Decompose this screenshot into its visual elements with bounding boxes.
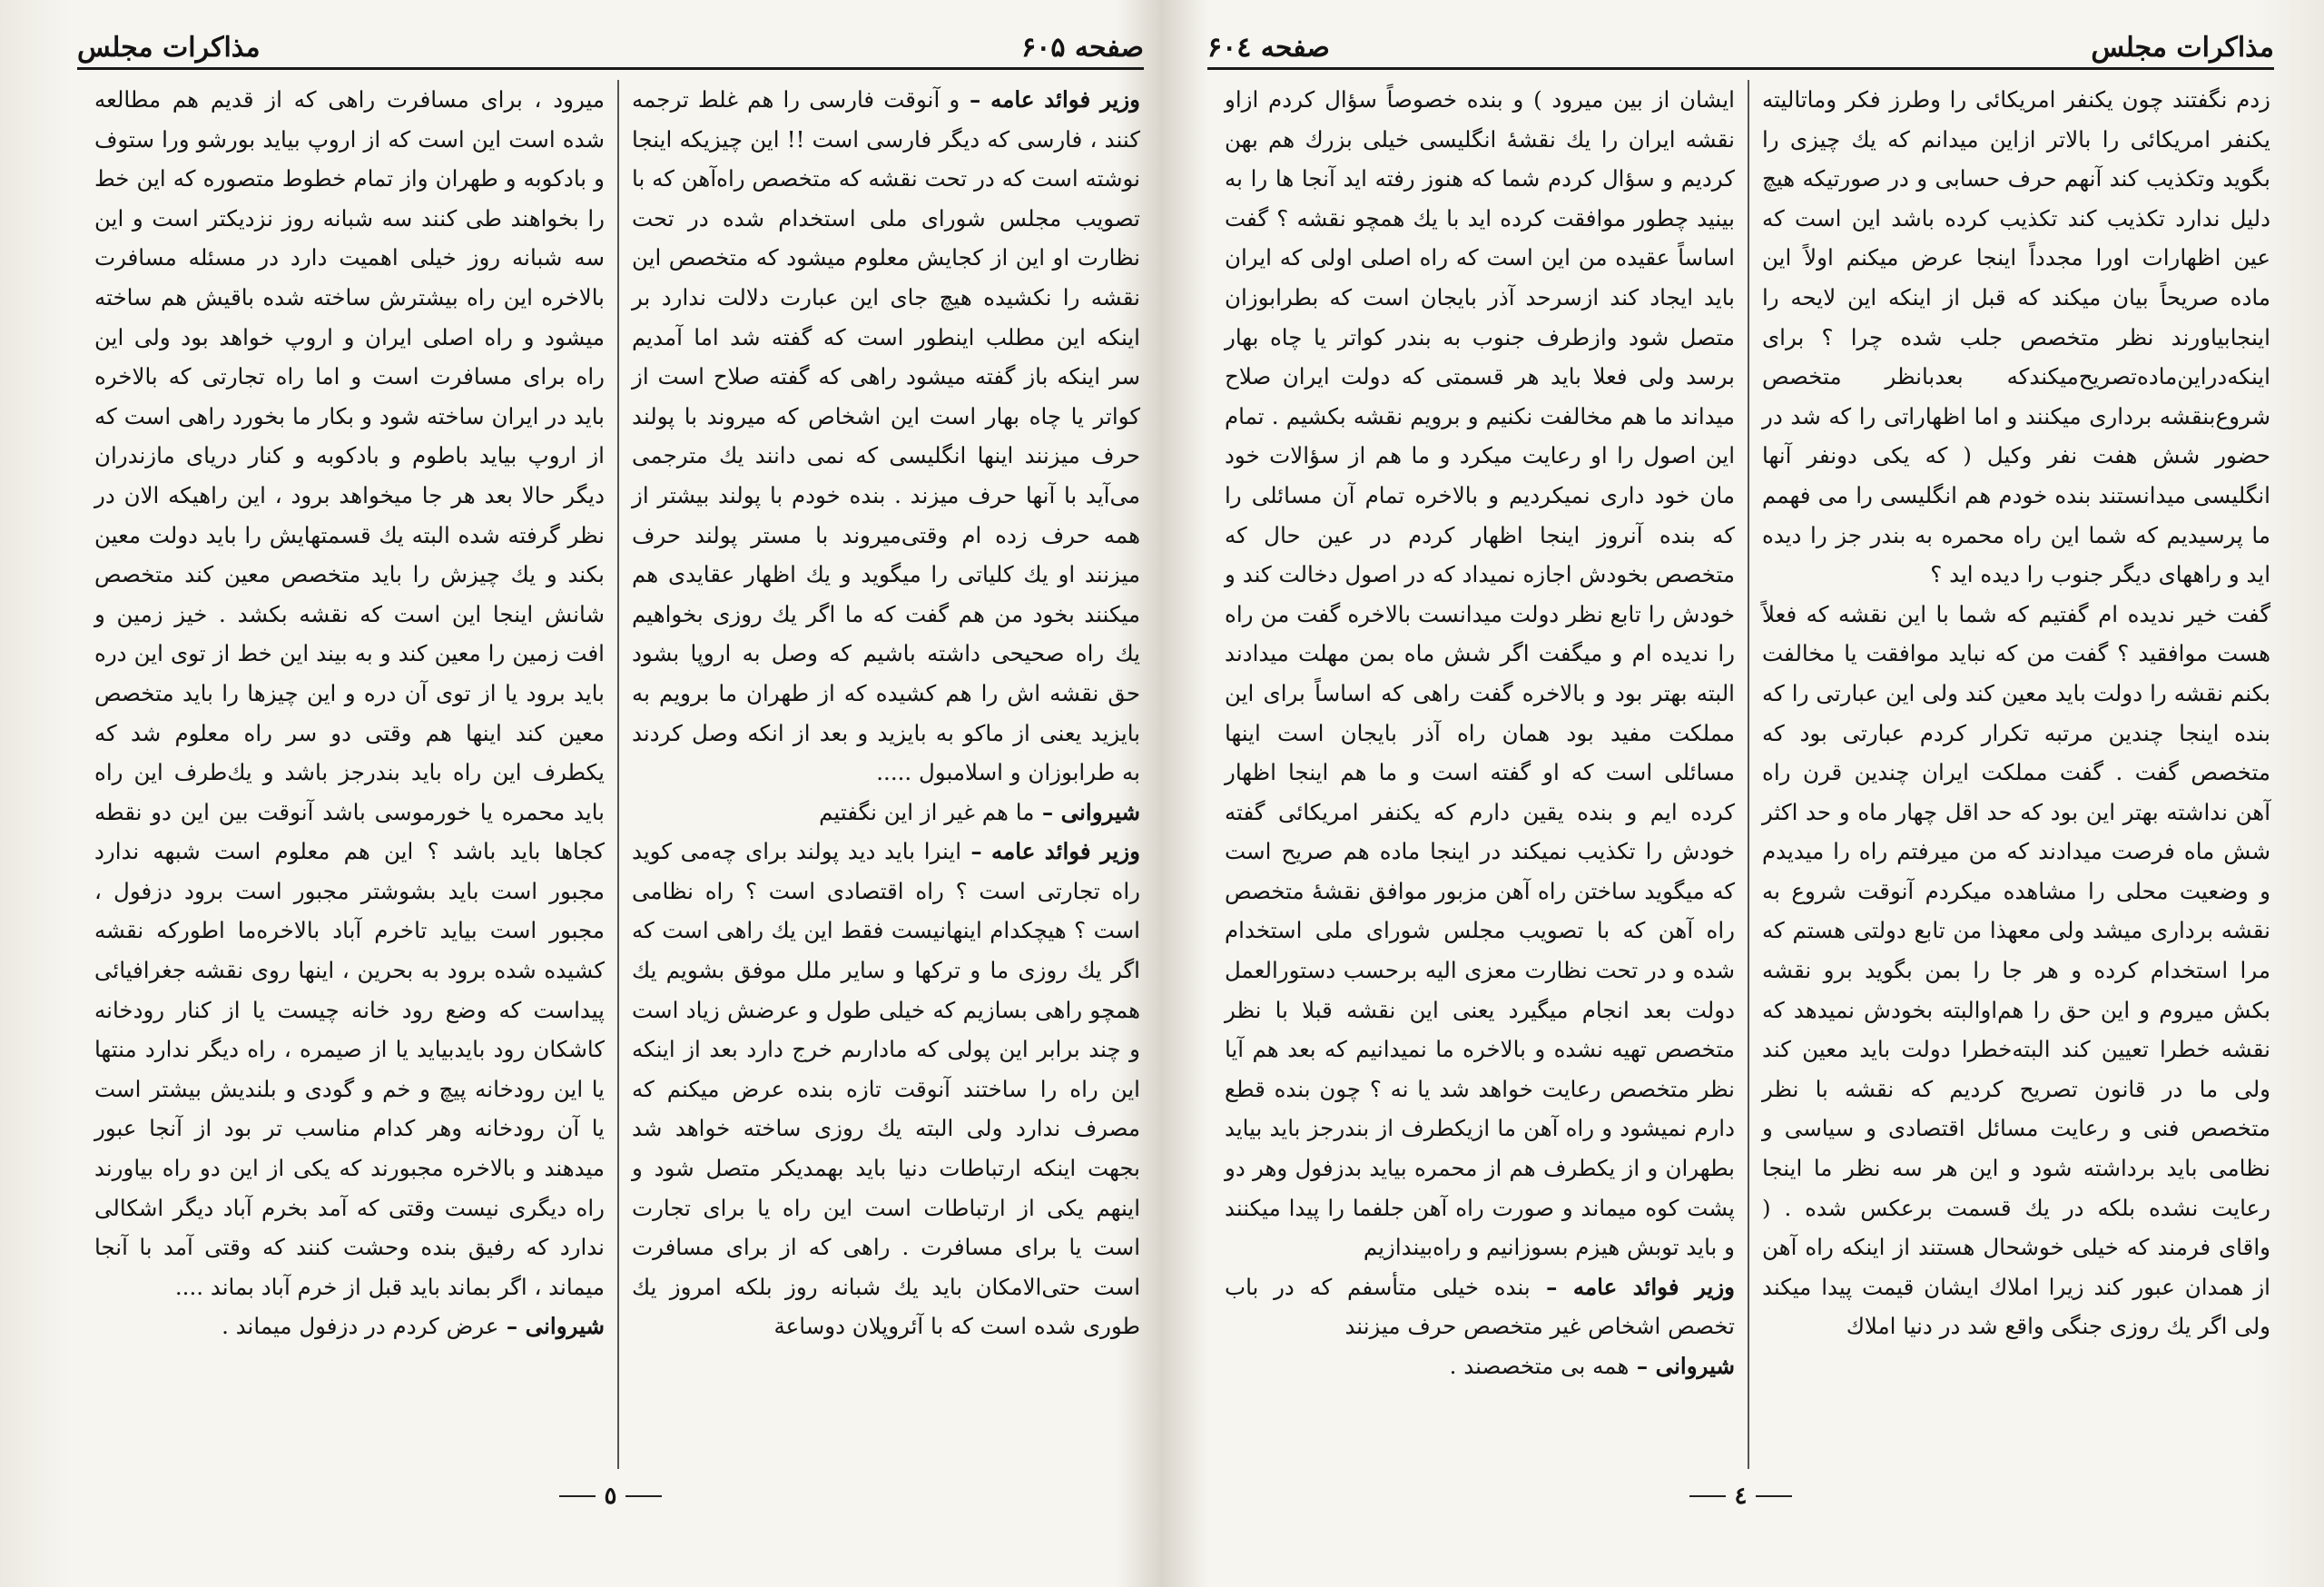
column-left [1221, 80, 1748, 1469]
speaker-name: شیروانی – [1034, 798, 1140, 825]
page-footer [1207, 1478, 2274, 1514]
paragraph [94, 1306, 605, 1346]
header-page-number: صفحه ۶۰۵ [1021, 31, 1144, 64]
speaker-name: وزیر فوائد عامه – [1530, 1273, 1735, 1300]
footer-rule [625, 1495, 662, 1497]
text-columns [1207, 80, 2274, 1469]
footer-rule [559, 1495, 596, 1497]
paragraph-text: همه بی متخصصند . [1449, 1353, 1630, 1379]
footer-rule [1689, 1495, 1726, 1497]
header-title: مذاکرات مجلس [2091, 31, 2274, 64]
text-columns [77, 80, 1144, 1469]
paragraph-text: میرود ، برای مسافرت راهی که از قدیم هم مطالعه شده است این است که از اروپ بیاید بورشو ورا ستوف و بادکوبه و طهران واز تمام خطوط متصوره که این خط را بخواهند طی کنند سه شبانه روز نزدیکتر است و این سه شبانه روز خیلی اهمیت دارد در مسئله مسافرت بالاخره این راه بیشترش ساخته شده باقیش هم ساخته میشود و راه اصلی ایران و اروپ خواهد بود ولی این راه برای مسافرت است و اما راه تجارتی که بالاخره باید در ایران ساخته شود و بکار ما بخورد راهی است که از اروپ بیاید باطوم و بادکوبه و کنار دریای مازندران دیگر حالا بعد هر جا میخواهد برود ، این راهیکه الان در نظر گرفته شده البته یك قسمتهایش را باید دولت معین بکند و یك چیزش را باید متخصص معین کند متخصص شانش اینجا این است که نقشه بکشد . خیز زمین و افت زمین را معین کند و به بیند این خط از توی این دره باید برود یا از توی آن دره و این چیزها را باید متخصص معین کند اینها هم وقتی دو سر راه معلوم شد که یکطرف این راه باید بندرجز باشد و یك‌طرف این راه باید محمره یا خورموسی باشد آنوقت بین این دو نقطه کجاها باید باشد ؟ این هم معلوم است شبهه ندارد مجبور است باید بشوشتر مجبور است برود دزفول ، مجبور است بیاید تاخرم آباد بالاخره‌ما اطورکه نقشه کشیده شده برود به بحرین ، اینها روی نقشه جغرافیائی پیداست که وضع رود خانه چیست یا از کنار رودخانه کاشکان رود بایدبیاید یا از صیمره ، راه دیگر ندارد منتها یا این رودخانه پیچ و خم و گودی و بلندیش بیشتر است یا آن رودخانه وهر کدام مناسب تر بود از آنجا عبور میدهند و بالاخره مجبورند که یکی از این دو راه بیاورند راه دیگری نیست وقتی که آمد بخرم آباد دیگر اشکالی ندارد که رفیق بنده وحشت کنند که وقتی آمد با آنجا میماند ، اگر بماند باید قبل از خرم آباد بماند .... [94, 86, 605, 1300]
paragraph-text: زدم نگفتند چون یکنفر امریکائی را وطرز فکر وماتالیته یکنفر امریکائی را بالاتر ازاین میدانم که یك چیزی را بگوید وتکذیب کند آنهم حرف حسابی و در صورتیکه هیچ دلیل ندارد تکذیب کند تکذیب کرده باشد این است که عین اظهارات اورا مجدداً اینجا عرض میکنم اولاً این ماده صریحاً بیان میکند که قبل از اینکه این لایحه را اینجابیاورند نظر متخصص جلب‌ شده چرا ؟ برای اینکه‌دراین‌ماده‌تصریح‌میکندکه بعدبانظر متخصص شروع‌بنقشه برداری میکنند و اما اظهاراتی را که شد در حضور شش هفت نفر وکیل ( که یکی دونفر آنها انگلیسی میدانستند بنده خودم هم انگلیسی را می فهمم ما پرسیدیم که شما این راه محمره به بندر جز را دیده اید و راههای دیگر جنوب را دیده اید ؟ [1762, 86, 2270, 588]
paragraph [1225, 80, 1735, 1267]
paragraph-text: بنده خیلی متأسفم که در باب تخصص اشخاص غیر متخصص حرف میزنند [1225, 1273, 1735, 1340]
paragraph-text: عرض کردم در دزفول میماند . [222, 1313, 499, 1340]
page-footer [77, 1478, 1144, 1514]
page-header [77, 27, 1144, 70]
speaker-name: وزیر فوائد عامه – [961, 838, 1140, 865]
speaker-name: وزیر فوائد عامه – [960, 86, 1140, 113]
paragraph [1762, 595, 2270, 1346]
page-header [1207, 27, 2274, 70]
column-right [617, 80, 1144, 1469]
paragraph [632, 832, 1140, 1346]
header-page-number: صفحه ۶۰٤ [1207, 31, 1330, 64]
paragraph [1225, 1346, 1735, 1386]
paragraph [94, 80, 605, 1306]
header-title: مذاکرات مجلس [77, 31, 261, 64]
column-right [1748, 80, 2274, 1469]
footer-page-number: ٤ [1734, 1483, 1748, 1510]
footer-page-number: ٥ [604, 1483, 617, 1510]
paragraph [632, 793, 1140, 833]
paragraph-text: و آنوقت فارسی را هم غلط ترجمه کنند ، فارسی که دیگر فارسی است !! این چیزیکه اینجا نوشته است که در تحت نقشه که متخصص راه‌آهن که با تصویب مجلس شورای ملی استخدام شده در تحت نظارت او این از کجایش معلوم میشود که متخصص این نقشه را نکشیده هیچ جای این عبارت دلالت ندارد بر اینکه این مطلب اینطور است که گفته شد اما آمدیم سر اینکه باز گفته میشود راهی که گفته صلاح است از کواتر یا چاه بهار است این اشخاص که میروند با پولند حرف میزنند اینها انگلیسی که نمی دانند یك مترجمی می‌آید با آنها حرف میزند . بنده خودم با پولند بیشتر از همه حرف زده ام وقتی‌میروند با مستر پولند حرف میزنند او یك کلیاتی را میگوید و یك اظهار عقایدی هم میکنند بخود من هم گفت که ما اگر یك روزی بخواهیم یك راه صحیحی داشته باشیم که وصل به اروپا بشود حق نقشه اش را هم کشیده که از طهران ما برویم به بایزید یعنی از ماکو به بایزید و بعد از انکه وصل کردند به طرابوزان و اسلامبول ..... [632, 86, 1140, 786]
paragraph-text: اینرا باید دید پولند برای چه‌می کوید راه تجارتی است ؟ راه اقتصادی است ؟ راه نظامی است ؟ هیچکدام اینهانیست فقط این یك راهی است که اگر یك روزی ما و ترکها و سایر ملل موفق بشویم یك همچو راهی بسازیم که خیلی طول و عرضش زیاد است و چند برابر این پولی که مادارىم خرج دارد بعد از اینکه این راه را ساختند آنوقت تازه بنده عرض میکنم که مصرف ندارد ولی البته یك روزی ساخته خواهد شد بجهت اینکه ارتباطات دنیا باید بهمدیکر متصل شود و اینهم یکی از ارتباطات است این راه یا برای تجارت است یا برای مسافرت . راهی که از برای مسافرت است حتی‌الامکان باید یك شبانه روز بلکه امروز یك طوری شده است که با آئروپلان دوساعة [632, 838, 1140, 1340]
column-left [91, 80, 617, 1469]
speaker-name: شیروانی – [498, 1313, 605, 1340]
paragraph [1225, 1267, 1735, 1346]
speaker-name: شیروانی – [1629, 1353, 1735, 1379]
footer-rule [1756, 1495, 1792, 1497]
paragraph [1762, 80, 2270, 595]
paragraph-text: گفت خیر ندیده ام گفتیم که شما با این نقشه که فعلاً هست موافقید ؟ گفت من که نباید موافقت یا مخالفت بکنم نقشه را دولت باید معین کند ولی این عبارتی را که بنده اینجا چندین مرتبه تکرار کردم عبارتی بود که متخصص گفت . گفت مملکت ایران چندین قرن راه آهن نداشته بهتر این بود که حد اقل چهار ماه و حد اکثر شش ماه فرصت میدادند که من میرفتم راه را میدیدم و وضعیت محلی را مشاهده میکردم آنوقت شروع به نقشه برداری میشد ولی معهذا من تابع دولتی هستم که مرا استخدام کرده و هر جا را بمن بگوید برو نقشه بکش میروم و این حق را هم‌اوالبته بخودش نمیدهد که نقشه خطرا تعیین کند البته‌خطرا دولت باید معین کند ولی ما در قانون تصریح کردیم که نقشه با نظر متخصص فنی و رعایت مسائل اقتصادی و سیاسی و نظامی باید برداشته شود و این هر سه نظر ما اینجا رعایت نشده بلکه در یك قسمت برعکس شده . ( واقای فرمند که خیلی خوشحال هستند از اینکه راه آهن از همدان عبور کند زیرا املاك ایشان قیمت پیدا میکند ولی اگر یك روزی جنگی واقع شد در دنیا املاك [1762, 600, 2270, 1340]
paragraph-text: ما هم غیر از این نگفتیم [819, 798, 1035, 825]
paragraph [632, 80, 1140, 793]
paragraph-text: ایشان از بین میرود ) و بنده خصوصاً سؤال کردم ازاو نقشه ایران را یك نقشهٔ انگلیسی خیلی بزرك هم بهن کردیم و سؤال کردم شما که هنوز رفته اید آنجا ها را به بینید چطور موافقت کرده اید با یك همچو نقشه ؟ گفت اساساً عقیده من این است که راه اصلی اولی که ایران باید ایجاد کند ازسرحد آذر بایجان است که بطرابوزان متصل شود وازطرف جنوب به بندر کواتر یا چاه بهار برسد ولی فعلا باید هر قسمتی که دولت ایران صلاح میداند ما هم مخالفت نکنیم و برویم نقشه بکشیم . تمام این اصول را او رعایت میکرد و ما هم از سؤالات خود مان خود داری نمیکردیم و بالاخره تمام آن مسائلی را که بنده آنروز اینجا اظهار کردم در عین حال که متخصص بخودش اجازه نمیداد که در اصول دخالت کند و خودش را تابع نظر دولت میدانست بالاخره گفت من راه را ندیده ام و میگفت اگر شش ماه بمن مهلت میدادند البته بهتر بود و بالاخره گفت راهی که اساساً برای این مملکت مفید بود همان راه آذر بایجان است اینها مسائلی است که او گفته است و ما هم اینجا اظهار کرده ایم و بنده یقین دارم که یکنفر امریکائی گفته خودش را تکذیب نمیکند در اینجا ماده هم صریح است که میگوید ساختن راه آهن مزبور موافق نقشهٔ متخصص راه آهن که با تصویب مجلس شورای ملی استخدام شده و در تحت نظارت معزی الیه برحسب دستورالعمل دولت بعد انجام میگیرد یعنی این نقشه قبلا با نظر متخصص تهیه نشده و بالاخره ما نمیدانیم که بعد هم آیا نظر متخصص رعایت خواهد شد یا نه ؟ چون بنده قطع دارم نمیشود و راه آهن ما ازیکطرف از بندرجز باید بیاید بطهران و از یکطرف هم از محمره بیاید بدزفول وهر دو پشت کوه میماند و صورت راه آهن جلفما را پیدا میکنند و باید توبش هیزم بسوزانیم و راه‌بیندازیم [1225, 86, 1735, 1261]
page-604 [1180, 0, 2324, 1587]
